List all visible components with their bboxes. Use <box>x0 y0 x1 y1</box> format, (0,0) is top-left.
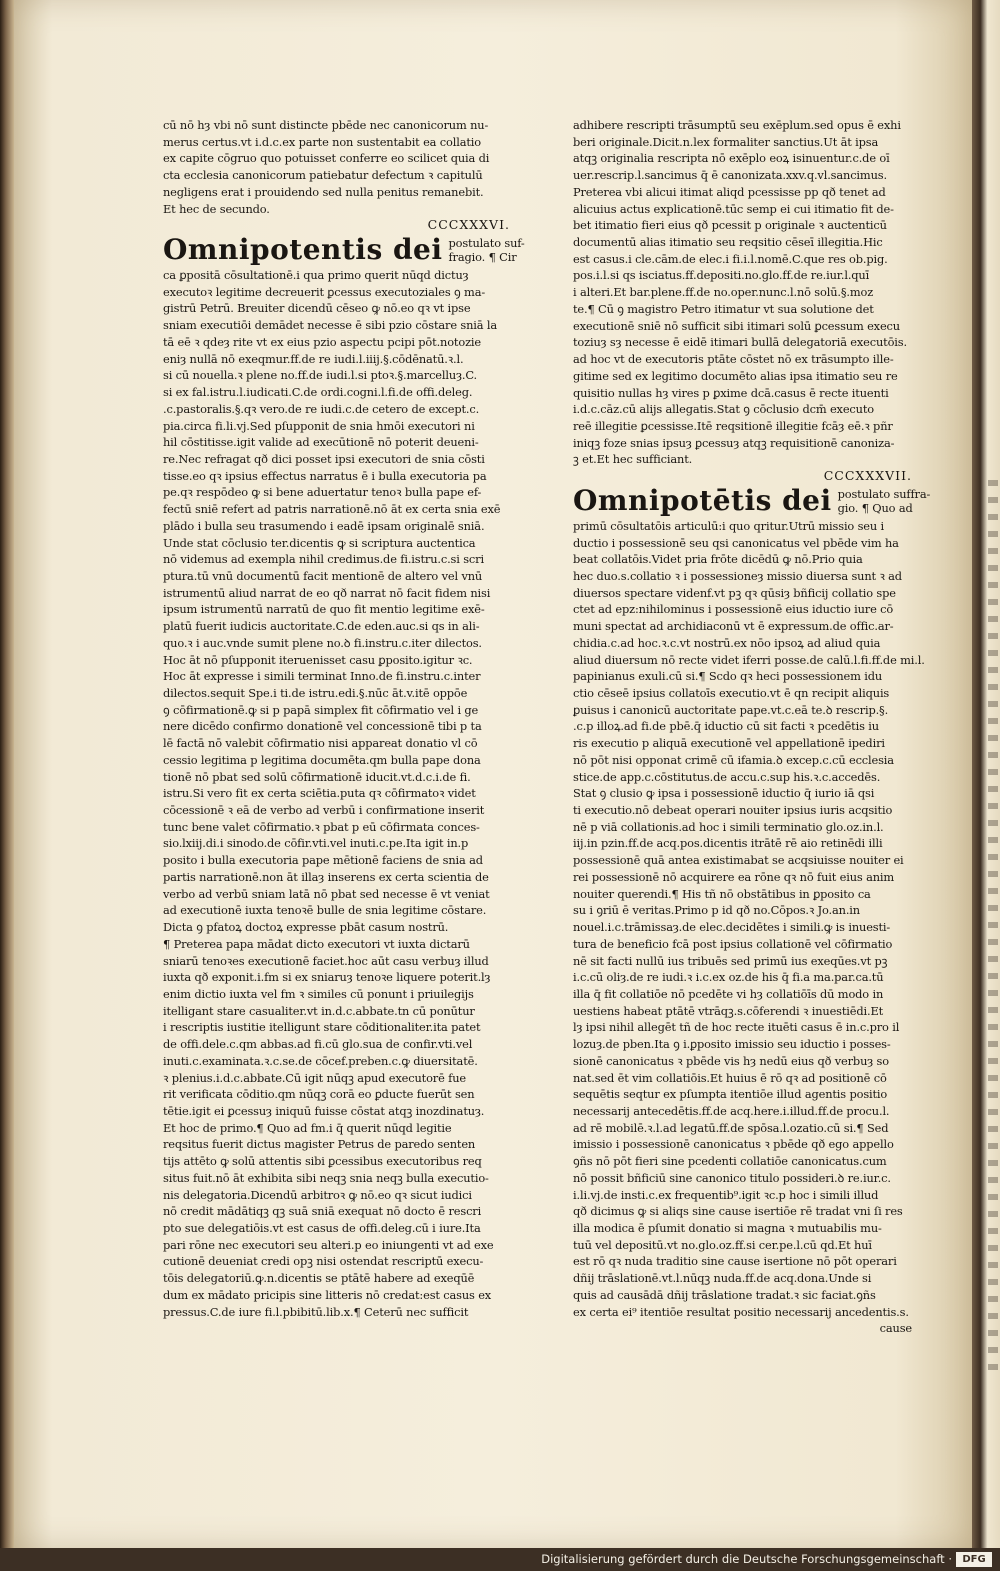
heading-side-line: postulato suf- <box>448 236 525 251</box>
heading-word-right: Omnipotētis dei <box>573 483 832 517</box>
text-line: lē factā nō valebit cōfirmatio nisi appareat donatio vl cō <box>163 736 478 751</box>
text-line: ꝯ cōfirmationē.ꝙ si p papā simplex fit cōfirmatio vel i ge <box>163 702 479 717</box>
text-line: pos.i.l.si qs isciatus.ff.depositi.no.glo.ff.de re.iur.l.quī <box>573 268 870 283</box>
text-line: primū cōsultatōis articulū:i quo qritur.Utrū missio seu i <box>573 518 885 533</box>
right-lines-before-heading <box>573 117 912 468</box>
text-line: te.¶ Cū ꝯ magistro Petro itimatur vt sua solutione det <box>573 301 874 316</box>
text-line: atqꝫ originalia rescripta nō exēplo eoꝝ isinuentur.c.de oī <box>573 151 890 166</box>
left-lines-after-heading <box>163 267 510 1320</box>
text-line: i.d.c.cāz.cū alijs allegatis.Stat ꝯ cōclusio dcm̄ executo <box>573 402 874 417</box>
catchword: cause <box>879 1321 912 1336</box>
text-line: muni spectat ad archidiaconū vt ē expressum.de offic.ar- <box>573 619 894 634</box>
text-line: dilectos.sequit Spe.i ti.de istru.edi.§.nūc āt.v.itē oppōe <box>163 686 468 700</box>
text-line: tunc bene valet cōfirmatio.ꝛ pbat p eū cōfirmata conces- <box>163 819 480 834</box>
text-line: .c.pastoralis.§.qꝛ vero.de re iudi.c.de cetero de except.c. <box>163 401 480 416</box>
text-line: sniam executiōi demādet necesse ē sibi pzio cōstare sniā la <box>163 318 498 333</box>
text-line: beri originale.Dicit.n.lex formaliter sanctius.Ut āt ipsa <box>573 134 879 149</box>
text-line: i.li.vj.de insti.c.ex frequentib⁹.igit ꝛc.p hoc i simili illud <box>573 1187 879 1202</box>
heading-word-left: Omnipotentis dei <box>163 233 443 267</box>
text-line: rit verificata cōditio.qm nūqꝫ corā eo ꝑducte fuerūt sen <box>163 1087 475 1102</box>
text-line: nis delegatoria.Dicendū arbitroꝛ ꝙ nō.eo qꝛ sicut iudici <box>163 1187 472 1202</box>
text-line: nō pōt nisi opponat crimē cū ifamia.ꝺ excep.c.cū ecclesia <box>573 752 894 767</box>
text-line: i alteri.Et bar.plene.ff.de no.oper.nunc.l.nō solū.§.moz <box>573 285 874 300</box>
text-line: ti executio.nō debeat operari nouiter ipsius iuris acqsitio <box>573 803 893 818</box>
text-line: necessarij antecedētis.ff.de acq.here.i.illud.ff.de procu.l. <box>573 1103 890 1118</box>
text-line: cta ecclesia canonicorum patiebatur defectum ꝛ capitulū <box>163 168 483 183</box>
text-line: uer.rescrip.l.sancimus q̄ ē canonizata.xxv.q.vl.sancimus. <box>573 168 887 183</box>
text-line: est rō qꝛ nuda traditio sine cause isertione nō pōt operari <box>573 1254 897 1269</box>
text-line: tijs attēto ꝙ solū attentis sibi ꝑcessibus executoribus req <box>163 1154 482 1169</box>
section-heading-left <box>163 233 525 267</box>
text-line: rei possessionē nō acquirere ea rōne qꝛ nō fuit eius anim <box>573 869 895 884</box>
text-line: ad executionē iuxta tenoꝛē bulle de snia legitime cōstare. <box>163 903 487 918</box>
text-line: ctio cēseē ipsius collatoīs executio.vt ē qn recipit aliquis <box>573 686 890 700</box>
text-line: .c.p illoꝝ.ad fi.de pbē.q̄ iductio cū sit facti ꝛ pcedētis iu <box>573 719 879 734</box>
text-line: itelligant stare casualiter.vt in.d.c.abbate.tn cū ponūtur <box>163 1003 475 1018</box>
text-line: ptura.tū vnū documentū facit mentionē de altero vel vnū <box>163 568 483 583</box>
text-line: plādo i bulla seu trasumendo i eadē ipsam originalē sniā. <box>163 518 485 533</box>
text-line: istrumentū aliud narrat de eo qð narrat nō facit fidem nisi <box>163 585 491 600</box>
text-line: ad hoc vt de executoris ptāte cōstet nō ex trāsumpto ille- <box>573 352 894 367</box>
text-line: ca ꝑpositā cōsultationē.i qua primo querit nūqd dictuȝ <box>163 268 469 283</box>
text-line: ꝯñs nō pōt fieri sine pcedenti collatiōe canonicatus.cum <box>573 1154 887 1169</box>
text-line: si ex fal.istru.l.iudicati.C.de ordi.cogni.l.fi.de offi.deleg. <box>163 385 473 400</box>
text-line: fectū sniē refert ad patris narrationē.nō āt ex certa snia exē <box>163 502 501 517</box>
text-line: nouel.i.c.trāmissaȝ.de elec.decidētes i simili.ꝙ is inuesti- <box>573 920 891 935</box>
footer-credit: Digitalisierung gefördert durch die Deutsche Forschungsgemeinschaft · <box>541 1552 952 1566</box>
heading-side-line: postulato suffra- <box>837 486 931 501</box>
text-line: tētie.igit ei ꝑcessuȝ iniquū fuisse cōstat atqꝫ inozdinatuȝ. <box>163 1103 485 1118</box>
text-line: pe.qꝛ respōdeo ꝙ si bene aduertatur tenoꝛ bulla pape ef- <box>163 485 482 500</box>
left-lines-before-heading <box>163 117 510 217</box>
text-line: Unde stat cōclusio ter.dicentis ꝙ si scriptura auctentica <box>163 535 476 550</box>
text-line: qð dicimus ꝙ si aliqs sine cause isertiōe rē tradat vni ſi res <box>573 1204 903 1219</box>
text-line: cōcessionē ꝛ eā de verbo ad verbū i confirmatione inserit <box>163 803 485 818</box>
text-line: ipsum istrumentū narratū de quo fit mentio legitime exē- <box>163 602 485 617</box>
text-line: Hoc āt nō pſupponit iteruenisset casu ꝑposito.igitur ꝛc. <box>163 652 473 667</box>
text-line: posito i bulla executoria pape mētionē faciens de snia ad <box>163 853 483 868</box>
text-line: ¶ Preterea papa mādat dicto executori vt iuxta dictarū <box>163 936 470 951</box>
text-line: sionē canonicatus ꝛ pbēde vis hȝ nedū eius qð verbuȝ so <box>573 1053 889 1068</box>
text-line: sniarū tenoꝛes executionē faciet.hoc aūt casu verbuȝ illud <box>163 953 489 968</box>
text-line: situs fuit.nō āt exhibita sibi neqꝫ snia neqꝫ bulla executio- <box>163 1170 489 1185</box>
text-line: Et hoc de primo.¶ Quo ad fm.i q̄ querit nūqd legitie <box>163 1120 452 1135</box>
heading-side-line: gio. ¶ Quo ad <box>837 500 913 515</box>
text-line: ad rē mobilē.ꝛ.l.ad legatū.ff.de spōsa.l.ozatio.cū si.¶ Sed <box>573 1120 889 1135</box>
section-heading-right <box>573 483 931 517</box>
text-line: inuti.c.examinata.ꝛ.c.se.de cōcef.preben.c.ꝙ diuersitatē. <box>163 1053 478 1068</box>
text-line: nō possit bñficiū sine canonico titulo possideri.ꝺ re.iur.c. <box>573 1170 891 1185</box>
heading-side-left <box>448 235 524 264</box>
text-line: pia.circa fi.li.vj.Sed pſupponit de snia hmōi executori ni <box>163 418 475 433</box>
text-line: aliud diuersum nō recte videt iferri posse.de calū.l.fi.ff.de mi.l. <box>573 652 925 667</box>
text-line: uestiens habeat ptātē vtrāqꝫ.s.cōferendi ꝛ inuestiēdi.Et <box>573 1003 884 1018</box>
text-line: lozuȝ.de pben.Ita ꝯ i.ꝑposito imissio seu iductio i posses- <box>573 1037 891 1052</box>
text-line: ex certa ei⁹ itentiōe resultat positio necessarij ancedentis.s. <box>573 1304 909 1319</box>
text-line: nē sit facti nullū ius tribuēs sed primū ius exeqūes.vt pꝫ <box>573 953 888 968</box>
text-line: ex capite cōgruo quo potuisset conferre eo scilicet quia di <box>163 151 490 166</box>
text-line: hec duo.s.collatio ꝛ i possessioneȝ missio diuersa sunt ꝛ ad <box>573 568 902 583</box>
text-line: Preterea vbi alicui itimat aliqd pcessisse pp qð tenet ad <box>573 184 886 199</box>
text-line: pto sue delegatiōis.vt est casus de offi.deleg.cū i iure.Ita <box>163 1221 481 1235</box>
text-line: ꝫ et.Et hec sufficiant. <box>573 452 693 467</box>
text-line: istru.Si vero fit ex certa sciētia.puta qꝛ cōfirmatoꝛ videt <box>163 786 476 801</box>
text-line: stice.de app.c.cōstitutus.de accu.c.sup his.ꝛ.c.accedēs. <box>573 769 881 784</box>
text-line: beat collatōis.Videt pria frōte dicēdū ꝙ nō.Prio quia <box>573 552 863 567</box>
text-line: tisse.eo qꝛ ipsius effectus narratus ē i bulla executoria pa <box>163 468 487 483</box>
text-line: dum ex mādato pricipis sine litteris nō credat:est casus ex <box>163 1287 492 1302</box>
section-number-left: CCCXXXVI. <box>427 217 510 233</box>
text-line: Dicta ꝯ pfatoꝝ doctoꝝ expresse pbāt casum nostrū. <box>163 920 449 935</box>
text-line: cū nō hȝ vbi nō sunt distincte pbēde nec canonicorum nu- <box>163 118 489 132</box>
text-line: bet itimatio fieri eius qð pcessit p originale ꝛ auctenticū <box>573 218 887 233</box>
text-line: dñij trāslationē.vt.l.nūqꝫ nuda.ff.de acq.dona.Unde si <box>573 1271 872 1286</box>
text-line: ris executio p aliquā executionē vel appellationē ipediri <box>573 736 885 751</box>
text-line: enim dictio iuxta vel fm ꝛ similes cū ponunt i priuilegijs <box>163 986 474 1001</box>
left-text-column <box>163 117 525 1487</box>
text-line: tionē nō pbat sed solū cōfirmationē iducit.vt.d.c.i.de fi. <box>163 769 471 784</box>
text-line: lȝ ipsi nihil allegēt tñ de hoc recte ituēti casus ē in.c.pro il <box>573 1020 900 1035</box>
text-line: papinianus exuli.cū si.¶ Scdo qꝛ heci possessionem idu <box>573 669 883 684</box>
text-line: chidia.c.ad hoc.ꝛ.c.vt nostrū.ex nōo ipsoꝝ ad aliud quia <box>573 635 881 650</box>
text-line: nō videmus ad exempla nihil credimus.de fi.istru.c.si scri <box>163 552 484 567</box>
text-line: Et hec de secundo. <box>163 201 270 216</box>
text-line: platū fuerit iudicis auctoritate.C.de eden.auc.si qs in ali- <box>163 619 480 634</box>
heading-side-right <box>838 486 931 515</box>
text-line: merus certus.vt i.d.c.ex parte non sustentabit ea collatio <box>163 134 481 149</box>
text-line: nē p viā collationis.ad hoc i simili terminatio glo.oz.in.l. <box>573 819 884 834</box>
text-line: adhibere rescripti trāsumptū seu exēplum.sed opus ē exhi <box>573 118 901 132</box>
text-line: tā eē ꝛ qdeȝ rite vt ex eius pzio aspectu pcipi pōt.notozie <box>163 334 482 349</box>
text-line: ductio i possessionē seu qsi canonicatus vel pbēde vim ha <box>573 535 899 550</box>
right-lines-after-heading <box>573 518 925 1321</box>
right-text-column <box>573 117 931 1487</box>
text-line: Stat ꝯ clusio ꝙ ipsa i possessionē iductio q̄ iurio iā qsi <box>573 786 875 801</box>
text-line: est casus.i cle.cām.de elec.i fi.i.l.nomē.C.que res ob.pig. <box>573 251 888 266</box>
text-line: partis narrationē.non āt illaȝ inserens ex certa scientia de <box>163 869 489 884</box>
text-line: si cū nouella.ꝛ plene no.ff.de iudi.l.si ptoꝛ.§.marcelluȝ.C. <box>163 368 477 383</box>
text-line: su i ꝯriū ē veritas.Primo p id qð no.Cōpos.ꝛ Jo.an.in <box>573 903 860 918</box>
text-line: imissio i possessionē canonicatus ꝛ pbēde qð ego appello <box>573 1137 894 1152</box>
text-line: quis ad causādā dñij trāslatione tradat.ꝛ sic faciat.ꝯñs <box>573 1287 876 1302</box>
dfg-logo: DFG <box>956 1552 992 1567</box>
text-line: Hoc āt expresse i simili terminat Inno.de fi.instru.c.inter <box>163 669 481 684</box>
text-line: pressus.C.de iure fi.l.pbibitū.lib.x.¶ Ceterū nec sufficit <box>163 1304 469 1319</box>
text-line: gitime sed ex legitimo documēto alias ipsa itimatio seu re <box>573 368 898 383</box>
text-line: possessionē quā antea existimabat se acqsiuisse nouiter ei <box>573 853 904 868</box>
text-line: iniqꝫ foze snias ipsuȝ ꝑcessuȝ atqꝫ requisitionē canoniza- <box>573 435 895 450</box>
text-line: documentū alias itimatio seu reqsitio cēseī illegitia.Hic <box>573 235 883 250</box>
book-edge-left <box>0 0 14 1571</box>
text-line: toziuȝ sȝ necesse ē eidē itimari bullā delegatoriā executōis. <box>573 335 907 350</box>
text-line: executoꝛ legitime decreuerit ꝑcessus executoziales ꝯ ma- <box>163 284 486 299</box>
text-line: iuxta qð exponit.i.fm si ex sniaruȝ tenoꝛe liquere poterit.lȝ <box>163 970 491 985</box>
text-line: sequētis seqtur ex pſumpta itentiōe illud agentis positio <box>573 1087 888 1102</box>
text-line: re.Nec refragat qð dici posset ipsi executori de snia cōsti <box>163 451 485 466</box>
text-line: tuū vel depositū.vt no.glo.oz.ff.si cer.pe.l.cū qd.Et huī <box>573 1237 872 1252</box>
text-line: nat.sed ēt vim collatiōis.Et huius ē rō qꝛ ad positionē cō <box>573 1070 887 1085</box>
text-line: verbo ad verbū sniam latā nō pbat sed necesse ē vt veniat <box>163 886 490 901</box>
text-line: quo.ꝛ i auc.vnde sumit plene no.ꝺ fi.instru.c.iter dilectos. <box>163 635 482 650</box>
heading-side-line: fragio. ¶ Cir <box>448 250 517 265</box>
text-line: tōis delegatoriū.ꝙ.n.dicentis se ptātē habere ad exeqūē <box>163 1271 475 1286</box>
text-line: nō credit mādātiqꝫ qꝫ suā sniā exequat nō docto ē rescri <box>163 1204 482 1219</box>
text-line: reqsitus fuerit dictus magister Petrus de paredo senten <box>163 1137 476 1152</box>
text-line: diuersos spectare videnf.vt pꝫ qꝛ qūsiȝ bñficij collatio spe <box>573 585 896 600</box>
text-line: nere dicēdo confirmo donationē vel concessionē tibi p ta <box>163 719 482 734</box>
text-line: cessio legitima p legitima documēta.qm bulla pape dona <box>163 752 481 767</box>
text-line: tura de beneficio fcā post ipsius collationē vel cōfirmatio <box>573 936 893 951</box>
text-line: illa modica ē pſumit donatio si magna ꝛ mutuabilis mu- <box>573 1221 882 1235</box>
text-line: eniȝ nullā nō exeqmur.ff.de re iudi.l.iiij.§.cōdēnatū.ꝛ.l. <box>163 351 464 366</box>
text-line: sio.lxiij.di.i sinodo.de cōfir.vti.vel inuti.c.pe.Ita igit in.p <box>163 836 469 851</box>
text-line: hil cōstitisse.igit valide ad execūtionē nō poterit deueni- <box>163 435 479 450</box>
text-line: executionē sniē nō sufficit sibi itimari solū ꝑcessum execu <box>573 318 900 333</box>
text-line: nouiter querendi.¶ His tñ nō obstātibus in ꝑposito ca <box>573 886 871 901</box>
text-line: quisitio nullas hȝ vires p ꝑxime dcā.casus ē recte ituenti <box>573 385 889 400</box>
text-line: i.c.cū oliȝ.de re iudi.ꝛ i.c.ex oz.de his q̄ fi.a ma.par.ca.tū <box>573 970 884 985</box>
text-line: alicuius actus explicationē.tūc semp ei cui itimatio fit de- <box>573 201 894 216</box>
text-line: ꝑuisus i canonicū auctoritate pape.vt.c.eā te.ꝺ rescrip.§. <box>573 702 889 717</box>
text-line: illa q̄ fit collatiōe nō pcedēte vi hȝ collatiōīs dū modo in <box>573 986 884 1001</box>
text-line: negligens erat i prouidendo sed nulla penitus remanebit. <box>163 184 484 199</box>
text-line: pari rōne nec executori seu alteri.p eo iniungenti vt ad exe <box>163 1237 494 1252</box>
text-line: i rescriptis iustitie itelligunt stare cōditionaliter.ita patet <box>163 1020 481 1035</box>
text-line: ctet ad epz:nihilominus i possessionē eius iductio iure cō <box>573 602 894 617</box>
text-line: cutionē deueniat credi opꝫ nisi ostendat rescriptū execu- <box>163 1254 484 1269</box>
text-line: ꝛ plenius.i.d.c.abbate.Cū igit nūqꝫ apud executorē fue <box>163 1070 466 1085</box>
text-line: de offi.dele.c.qm abbas.ad fi.cū glo.sua de confir.vti.vel <box>163 1037 473 1052</box>
text-line: reē illegitie ꝑcessisse.Itē reqsitionē illegitie fcāȝ eē.ꝛ pñr <box>573 418 893 433</box>
text-line: iij.in pzin.ff.de acq.pos.dicentis itrātē rē aio retinēdi illi <box>573 836 883 851</box>
text-line: gistrū Petrū. Breuiter dicendū cēseo ꝙ nō.eo qꝛ vt ipse <box>163 301 471 316</box>
section-number-right: CCCXXXVII. <box>823 468 912 484</box>
next-page-sliver <box>988 480 998 1380</box>
